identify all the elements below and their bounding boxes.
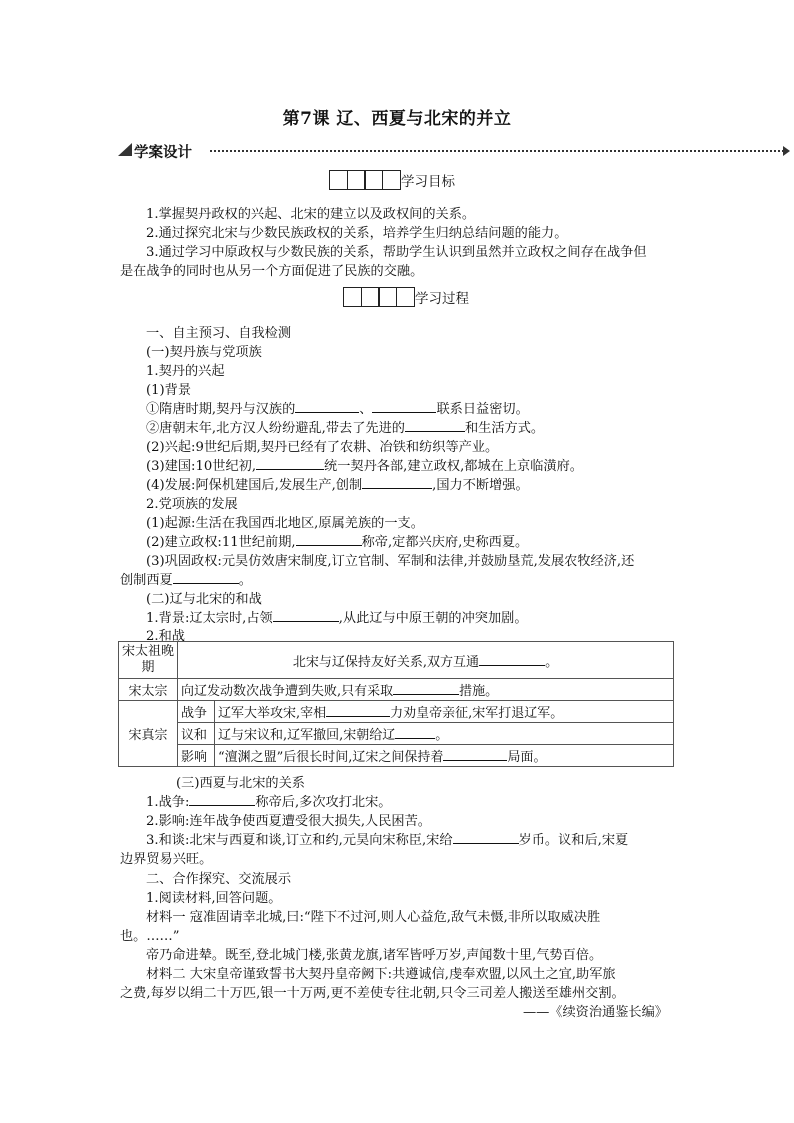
table-cell: 宋太祖晚期	[119, 642, 178, 679]
table-row	[119, 701, 674, 723]
objectives-heading: 学习目标	[329, 170, 455, 192]
table-cell: 战争	[178, 701, 215, 723]
blank[interactable]	[326, 704, 390, 717]
table-cell: 北宋与辽保持友好关系,双方互通 。	[178, 642, 674, 679]
part1-heading: 一、自主预习、自我检测	[146, 326, 292, 341]
text-line: (1)起源:生活在我国西北地区,原属羌族的一支。	[146, 516, 424, 531]
item-title: 2.和战	[146, 629, 185, 644]
part2-heading: 二、合作探究、交流展示	[146, 872, 292, 887]
table-row	[119, 642, 674, 679]
table-cell: “澶渊之盟”后很长时间,辽宋之间保持着 局面。	[215, 745, 674, 767]
objective-1: 1.掌握契丹政权的兴起、北宋的建立以及政权间的关系。	[146, 207, 476, 222]
blank[interactable]	[295, 400, 359, 413]
material-text: 之费,每岁以绢二十万匹,银一十万两,更不差使专往北朝,只令三司差人搬送至雄州交割。	[120, 986, 625, 1001]
fill-line: ②唐朝末年,北方汉人纷纷避乱,带去了先进的 和生活方式。	[146, 421, 545, 436]
fill-line: (3)建国:10世纪初, 统一契丹各部,建立政权,都城在上京临潢府。	[146, 459, 583, 474]
blank[interactable]	[173, 571, 239, 584]
blank[interactable]	[443, 748, 507, 761]
material-text: 也。……”	[120, 929, 180, 944]
question-line: 1.阅读材料,回答问题。	[146, 891, 282, 906]
fill-line: 创制西夏 。	[120, 573, 252, 588]
text-line: (2)兴起:9世纪后期,契丹已经有了农耕、冶铁和纺织等产业。	[146, 440, 499, 455]
blank[interactable]	[273, 609, 339, 622]
table-cell: 辽军大举攻宋,宰相 力劝皇帝亲征,宋军打退辽军。	[215, 701, 674, 723]
process-heading: 学习过程	[343, 287, 469, 309]
fill-line: (2)建立政权:11世纪前期, 称帝,定都兴庆府,史称西夏。	[146, 535, 529, 550]
table-cell: 宋真宗	[119, 701, 178, 767]
material-text: 帝乃命进辇。既至,登北城门楼,张黄龙旗,诸军皆呼万岁,声闻数十里,气势百倍。	[146, 948, 603, 963]
fill-line: ①隋唐时期,契丹与汉族的 、 联系日益密切。	[146, 402, 529, 417]
subsection-title: (一)契丹族与党项族	[146, 345, 262, 360]
blank[interactable]	[362, 476, 432, 489]
relations-table	[118, 641, 674, 767]
text-line: 边界贸易兴旺。	[120, 852, 213, 867]
material-text: 材料一 寇准固请幸北城,曰:“陛下不过河,则人心益危,敌气未慑,非所以取威决胜	[146, 910, 601, 925]
subsection-title: (三)西夏与北宋的关系	[176, 776, 305, 791]
blank[interactable]	[479, 653, 545, 666]
blank[interactable]	[395, 726, 435, 739]
blank[interactable]	[256, 457, 324, 470]
item-title: 2.党项族的发展	[146, 497, 238, 512]
blank[interactable]	[405, 419, 465, 432]
objective-2: 2.通过探究北宋与少数民族政权的关系，培养学生归纳总结问题的能力。	[146, 226, 568, 241]
banner-arrow-icon	[783, 146, 790, 156]
fill-line: (4)发展:阿保机建国后,发展生产,创制 ,国力不断增强。	[146, 478, 529, 493]
fill-line: 1.战争: 称帝后,多次攻打北宋。	[146, 795, 392, 810]
blank[interactable]	[372, 400, 436, 413]
table-row	[119, 723, 674, 745]
blank[interactable]	[296, 533, 362, 546]
heading-box-icon	[343, 287, 413, 307]
table-cell: 影响	[178, 745, 215, 767]
source-citation: ——《续资治通鉴长编》	[522, 1005, 668, 1020]
fill-line: 3.和谈:北宋与西夏和谈,订立和约,元昊向宋称臣,宋给 岁币。议和后,宋夏	[146, 833, 629, 848]
table-row	[119, 679, 674, 701]
heading-box-icon	[329, 170, 399, 190]
material-text: 材料二 大宋皇帝谨致誓书大契丹皇帝阙下:共遵诚信,虔奉欢盟,以风土之宜,助军旅	[146, 967, 616, 982]
blank[interactable]	[453, 831, 519, 844]
table-cell: 辽与宋议和,辽军撤回,宋朝给辽 。	[215, 723, 674, 745]
section-banner	[118, 141, 790, 159]
text-line: 2.影响:连年战争使西夏遭受很大损失,人民困苦。	[146, 814, 431, 829]
table-cell: 宋太宗	[119, 679, 178, 701]
blank[interactable]	[393, 682, 459, 695]
banner-divider	[210, 150, 784, 152]
subsection-title: (二)辽与北宋的和战	[146, 592, 262, 607]
item-subtitle: (1)背景	[146, 383, 192, 398]
objective-3-cont: 是在战争的同时也从另一个方面促进了民族的交融。	[120, 264, 424, 279]
text-line: (3)巩固政权:元昊仿效唐宋制度,订立官制、军制和法律,并鼓励垦荒,发展农牧经济,还	[146, 554, 635, 569]
table-cell: 议和	[178, 723, 215, 745]
table-row	[119, 745, 674, 767]
item-title: 1.契丹的兴起	[146, 364, 225, 379]
objective-3: 3.通过学习中原政权与少数民族的关系，帮助学生认识到虽然并立政权之间存在战争但	[146, 245, 647, 260]
table-cell: 向辽发动数次战争遭到失败,只有采取 措施。	[178, 679, 674, 701]
page-title: 第7课 辽、西夏与北宋的并立	[282, 109, 512, 129]
fill-line: 1.背景:辽太宗时,占领 ,从此辽与中原王朝的冲突加剧。	[146, 611, 528, 626]
banner-triangle-icon	[118, 143, 132, 156]
blank[interactable]	[189, 793, 255, 806]
banner-label: 学案设计	[134, 145, 192, 161]
